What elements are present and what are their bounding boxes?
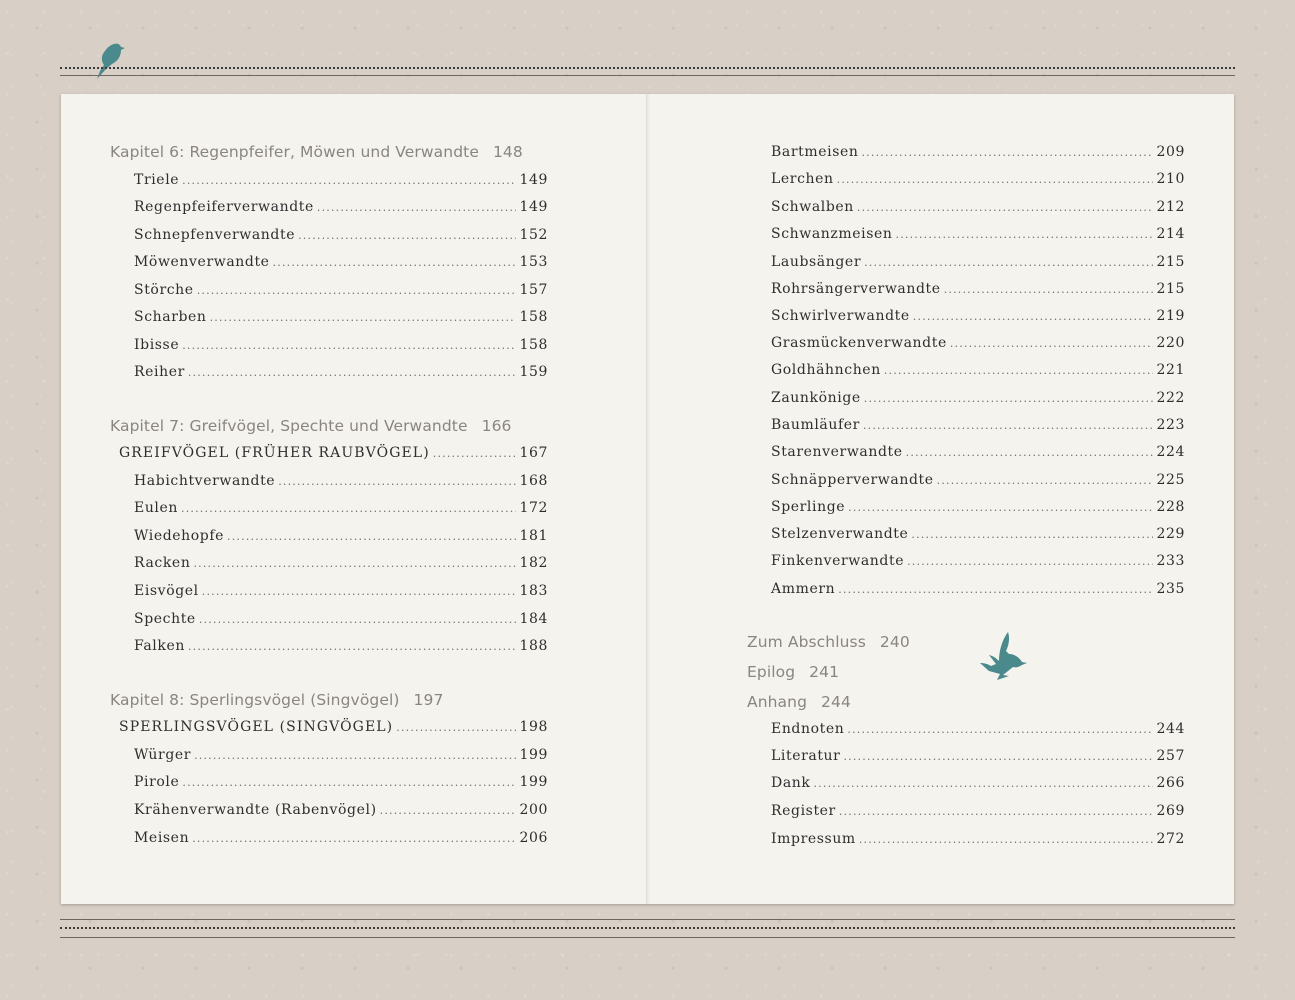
toc-entry[interactable]: [771, 831, 1185, 853]
top-solid-rule: [60, 75, 1235, 76]
dot-leader: [197, 282, 517, 298]
toc-entry-section[interactable]: [119, 445, 548, 467]
toc-page: 200: [519, 802, 548, 818]
toc-entry[interactable]: [134, 638, 548, 660]
section-page: 244: [821, 693, 851, 711]
section-title: Anhang: [747, 693, 808, 711]
toc-page: 209: [1156, 144, 1185, 160]
toc-entry[interactable]: [771, 171, 1185, 193]
chapter-heading-8[interactable]: [110, 691, 443, 709]
toc-label: Stelzenverwandte: [771, 526, 909, 542]
toc-entry[interactable]: [771, 362, 1185, 384]
toc-entry[interactable]: [771, 144, 1185, 166]
dot-leader: [199, 611, 517, 627]
toc-entry[interactable]: [134, 774, 548, 796]
chapter-page: 148: [492, 143, 523, 161]
bird-flying-icon: [971, 630, 1029, 688]
dot-leader: [937, 472, 1154, 488]
toc-entry[interactable]: [771, 472, 1185, 494]
dot-leader: [848, 499, 1153, 515]
toc-page: 225: [1156, 472, 1185, 488]
toc-label: Ibisse: [134, 337, 180, 353]
chapter-heading-7[interactable]: [110, 417, 512, 435]
dot-leader: [843, 748, 1153, 764]
toc-label: Laubsänger: [771, 254, 862, 270]
chapter-title: Kapitel 8: Sperlingsvögel (Singvögel): [110, 691, 400, 709]
bottom-dotted-rule: [60, 927, 1235, 929]
toc-page: 172: [519, 500, 548, 516]
toc-label: GREIFVÖGEL (FRÜHER RAUBVÖGEL): [119, 445, 430, 461]
toc-page: 199: [519, 747, 548, 763]
toc-entry[interactable]: [134, 227, 548, 249]
toc-page: 182: [519, 555, 548, 571]
dot-leader: [273, 254, 517, 270]
toc-page: 224: [1156, 444, 1185, 460]
toc-page: 158: [519, 337, 548, 353]
toc-entry[interactable]: [771, 308, 1185, 330]
dot-leader: [202, 583, 517, 599]
dot-leader: [907, 553, 1153, 569]
toc-entry[interactable]: [771, 721, 1185, 743]
toc-page: 198: [519, 719, 548, 735]
toc-label: Goldhähnchen: [771, 362, 881, 378]
toc-page: 220: [1156, 335, 1185, 351]
chapter-title: Kapitel 7: Greifvögel, Spechte und Verwandte: [110, 417, 468, 435]
toc-page: 266: [1156, 775, 1185, 791]
dot-leader: [906, 444, 1154, 460]
dot-leader: [839, 803, 1154, 819]
dot-leader: [182, 774, 516, 790]
toc-entry[interactable]: [134, 747, 548, 769]
dot-leader: [396, 719, 516, 735]
dot-leader: [913, 308, 1154, 324]
toc-entry-section[interactable]: [119, 719, 548, 741]
toc-label: Spechte: [134, 611, 196, 627]
dot-leader: [210, 309, 517, 325]
toc-entry[interactable]: [771, 553, 1185, 575]
toc-label: Meisen: [134, 830, 190, 846]
toc-page: 235: [1156, 581, 1185, 597]
toc-entry[interactable]: [771, 748, 1185, 770]
toc-label: Bartmeisen: [771, 144, 859, 160]
dot-leader: [864, 390, 1154, 406]
dot-leader: [857, 199, 1154, 215]
dot-leader: [837, 171, 1154, 187]
toc-page: 272: [1156, 831, 1185, 847]
toc-entry[interactable]: [134, 555, 548, 577]
toc-entry[interactable]: [771, 444, 1185, 466]
dot-leader: [298, 227, 516, 243]
toc-entry[interactable]: [771, 417, 1185, 439]
toc-page: 222: [1156, 390, 1185, 406]
toc-entry[interactable]: [134, 830, 548, 852]
toc-page: 228: [1156, 499, 1185, 515]
dot-leader: [896, 226, 1154, 242]
dot-leader: [227, 528, 516, 544]
toc-label: Rohrsängerverwandte: [771, 281, 941, 297]
top-dotted-rule: [60, 67, 1235, 69]
toc-page: 158: [519, 309, 548, 325]
toc-page: 215: [1156, 254, 1185, 270]
toc-label: Eisvögel: [134, 583, 199, 599]
dot-leader: [911, 526, 1153, 542]
toc-label: Lerchen: [771, 171, 834, 187]
chapter-page: 166: [481, 417, 512, 435]
toc-label: Schwalben: [771, 199, 854, 215]
dot-leader: [433, 445, 517, 461]
dot-leader: [182, 337, 516, 353]
toc-page: 157: [519, 282, 548, 298]
toc-label: Schwirlverwandte: [771, 308, 910, 324]
toc-label: Eulen: [134, 500, 179, 516]
toc-label: Möwenverwandte: [134, 254, 270, 270]
toc-page: 269: [1156, 803, 1185, 819]
heading-zum-abschluss[interactable]: [747, 633, 910, 651]
chapter-title: Kapitel 6: Regenpfeifer, Möwen und Verwandte: [110, 143, 479, 161]
toc-label: Wiedehopfe: [134, 528, 225, 544]
toc-label: Scharben: [134, 309, 207, 325]
bird-perched-icon: [92, 40, 126, 80]
dot-leader: [193, 555, 516, 571]
dot-leader: [317, 199, 517, 215]
heading-anhang[interactable]: [747, 693, 851, 711]
toc-label: Würger: [134, 747, 192, 763]
section-title: Epilog: [747, 663, 796, 681]
toc-entry[interactable]: [134, 172, 548, 194]
toc-label: Sperlinge: [771, 499, 846, 515]
toc-page: 199: [519, 774, 548, 790]
toc-page: 229: [1156, 526, 1185, 542]
toc-label: Schwanzmeisen: [771, 226, 893, 242]
toc-page: 214: [1156, 226, 1185, 242]
dot-leader: [278, 473, 516, 489]
toc-page: 210: [1156, 171, 1185, 187]
toc-page: 219: [1156, 308, 1185, 324]
toc-label: Schnäpperverwandte: [771, 472, 934, 488]
toc-entry[interactable]: [134, 309, 548, 331]
dot-leader: [813, 775, 1153, 791]
dot-leader: [861, 144, 1153, 160]
toc-page: 181: [519, 528, 548, 544]
toc-label: Triele: [134, 172, 180, 188]
toc-label: Zaunkönige: [771, 390, 861, 406]
chapter-heading-6[interactable]: [110, 143, 523, 161]
toc-label: Starenverwandte: [771, 444, 903, 460]
toc-entry[interactable]: [134, 500, 548, 522]
toc-page: 159: [519, 364, 548, 380]
heading-epilog[interactable]: [747, 663, 839, 681]
toc-page: 167: [519, 445, 548, 461]
dot-leader: [944, 281, 1154, 297]
toc-entry[interactable]: [771, 803, 1185, 825]
toc-entry[interactable]: [771, 526, 1185, 548]
chapter-page: 197: [413, 691, 444, 709]
dot-leader: [182, 172, 516, 188]
dot-leader: [847, 721, 1153, 737]
toc-label: Reiher: [134, 364, 185, 380]
toc-page: 183: [519, 583, 548, 599]
toc-page: 233: [1156, 553, 1185, 569]
toc-label: Krähenverwandte (Rabenvögel): [134, 802, 377, 818]
toc-page: 206: [519, 830, 548, 846]
toc-page: 149: [519, 172, 548, 188]
toc-entry[interactable]: [771, 335, 1185, 357]
toc-entry[interactable]: [134, 473, 548, 495]
toc-entry[interactable]: [134, 583, 548, 605]
dot-leader: [950, 335, 1154, 351]
toc-label: Endnoten: [771, 721, 845, 737]
toc-label: Racken: [134, 555, 191, 571]
bottom-solid-rule-2: [60, 937, 1235, 938]
toc-page: 215: [1156, 281, 1185, 297]
toc-entry[interactable]: [134, 199, 548, 221]
toc-page: 244: [1156, 721, 1185, 737]
toc-entry[interactable]: [134, 254, 548, 276]
dot-leader: [380, 802, 517, 818]
book-gutter: [646, 94, 650, 904]
dot-leader: [188, 638, 516, 654]
toc-entry[interactable]: [134, 611, 548, 633]
dot-leader: [884, 362, 1154, 378]
dot-leader: [864, 254, 1153, 270]
toc-label: Ammern: [771, 581, 836, 597]
toc-page: 212: [1156, 199, 1185, 215]
toc-entry[interactable]: [134, 337, 548, 359]
toc-label: Pirole: [134, 774, 180, 790]
dot-leader: [181, 500, 516, 516]
toc-page: 221: [1156, 362, 1185, 378]
toc-page: 168: [519, 473, 548, 489]
dot-leader: [192, 830, 516, 846]
dot-leader: [194, 747, 516, 763]
toc-label: Falken: [134, 638, 185, 654]
toc-entry[interactable]: [771, 775, 1185, 797]
book-spread: [61, 94, 1234, 904]
toc-entry[interactable]: [771, 281, 1185, 303]
toc-label: Finkenverwandte: [771, 553, 905, 569]
toc-entry[interactable]: [771, 581, 1185, 603]
section-title: Zum Abschluss: [747, 633, 866, 651]
toc-label: Störche: [134, 282, 194, 298]
dot-leader: [859, 831, 1154, 847]
toc-label: Dank: [771, 775, 811, 791]
toc-entry[interactable]: [134, 802, 548, 824]
toc-page: 188: [519, 638, 548, 654]
toc-entry[interactable]: [134, 364, 548, 386]
section-page: 240: [879, 633, 910, 651]
toc-page: 152: [519, 227, 548, 243]
toc-label: Impressum: [771, 831, 856, 847]
toc-entry[interactable]: [134, 282, 548, 304]
toc-label: Literatur: [771, 748, 841, 764]
toc-entry[interactable]: [771, 199, 1185, 221]
dot-leader: [863, 417, 1154, 433]
dot-leader: [188, 364, 517, 380]
toc-entry[interactable]: [771, 226, 1185, 248]
toc-entry[interactable]: [771, 254, 1185, 276]
section-page: 241: [809, 663, 840, 681]
toc-page: 184: [519, 611, 548, 627]
dot-leader: [838, 581, 1153, 597]
toc-entry[interactable]: [771, 499, 1185, 521]
toc-page: 223: [1156, 417, 1185, 433]
toc-entry[interactable]: [771, 390, 1185, 412]
bottom-solid-rule: [60, 919, 1235, 920]
toc-label: Schnepfenverwandte: [134, 227, 296, 243]
toc-page: 149: [519, 199, 548, 215]
toc-label: Register: [771, 803, 836, 819]
toc-label: Baumläufer: [771, 417, 860, 433]
toc-label: Regenpfeiferverwandte: [134, 199, 314, 215]
toc-entry[interactable]: [134, 528, 548, 550]
toc-page: 257: [1156, 748, 1185, 764]
toc-label: SPERLINGSVÖGEL (SINGVÖGEL): [119, 719, 394, 735]
toc-page: 153: [519, 254, 548, 270]
toc-label: Grasmückenverwandte: [771, 335, 947, 351]
toc-label: Habichtverwandte: [134, 473, 276, 489]
